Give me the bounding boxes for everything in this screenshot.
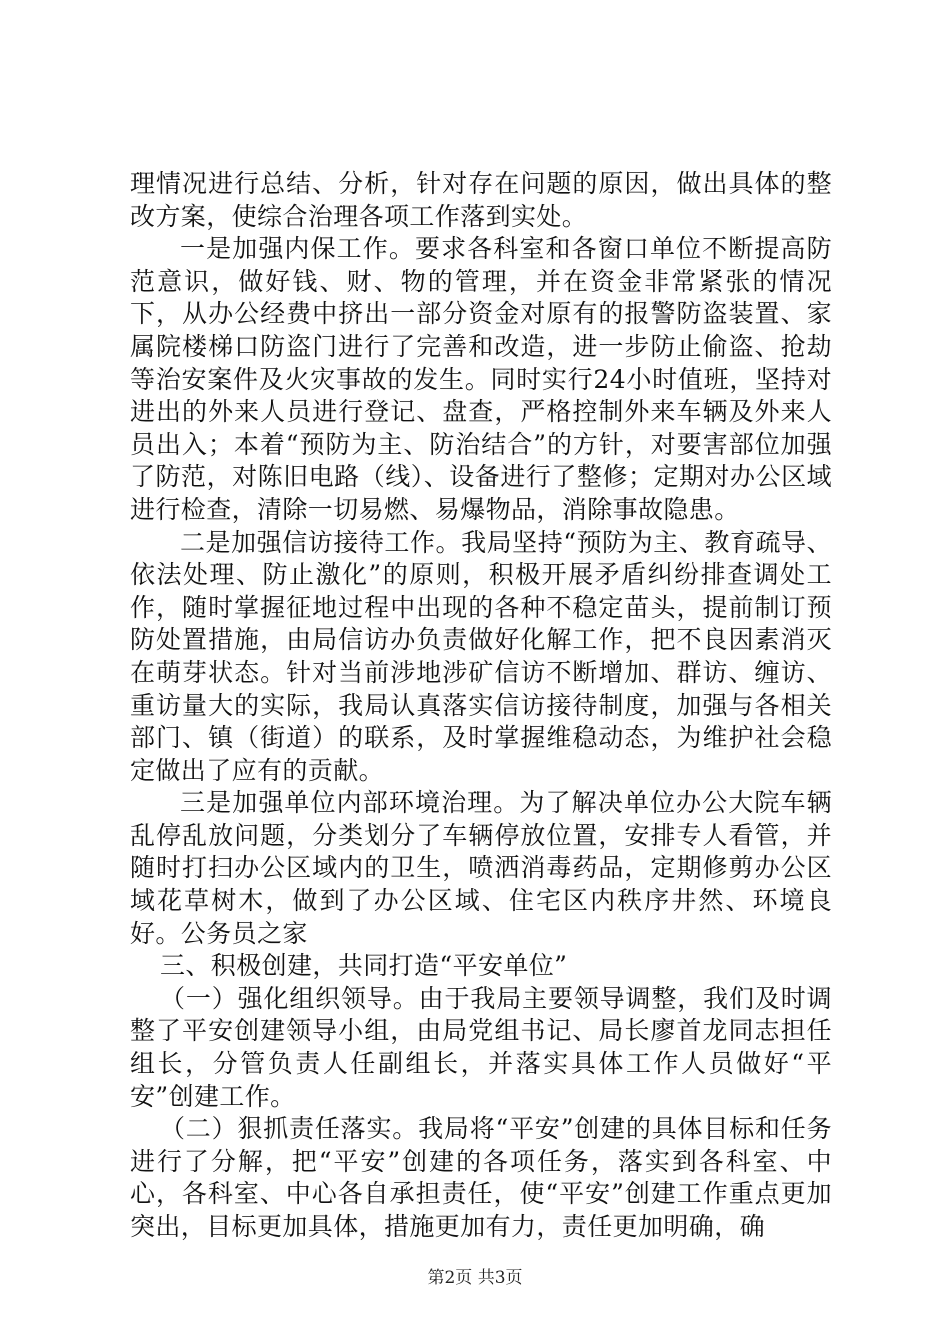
paragraph-organization-leadership: （一）强化组织领导。由于我局主要领导调整，我们及时调整了平安创建领导小组，由局党组书记、局长廖首龙同志担任组长，分管负责人任副组长，并落实具体工作人员做好“平安”创建工作。	[130, 983, 832, 1111]
paragraph-environment-governance: 三是加强单位内部环境治理。为了解决单位办公大院车辆乱停乱放问题，分类划分了车辆停放位置，安排专人看管，并随时打扫办公区域内的卫生，喷洒消毒药品，定期修剪办公区域花草树木，做到了办公区域、住宅区内秩序井然、环境良好。公务员之家	[130, 788, 832, 948]
paragraph-responsibility: （二）狠抓责任落实。我局将“平安”创建的具体目标和任务进行了分解，把“平安”创建的各项任务，落实到各科室、中心，各科室、中心各自承担责任，使“平安”创建工作重点更加突出，目标更加具体，措施更加有力，责任更加明确，确	[130, 1114, 832, 1241]
paragraph-petition-reception: 二是加强信访接待工作。我局坚持“预防为主、教育疏导、依法处理、防止激化”的原则，积极开展矛盾纠纷排查调处工作，随时掌握征地过程中出现的各种不稳定苗头，提前制订预防处置措施，由局信访办负责做好化解工作，把不良因素消灭在萌芽状态。针对当前涉地涉矿信访不断增加、群访、缠访、重访量大的实际，我局认真落实信访接待制度，加强与各相关部门、镇（街道）的联系，及时掌握维稳动态，为维护社会稳定做出了应有的贡献。	[130, 527, 832, 785]
paragraph-internal-security: 一是加强内保工作。要求各科室和各窗口单位不断提高防范意识，做好钱、财、物的管理，并在资金非常紧张的情况下，从办公经费中挤出一部分资金对原有的报警防盗装置、家属院楼梯口防盗门进行了完善和改造，进一步防止偷盗、抢劫等治安案件及火灾事故的发生。同时实行24小时值班，坚持对进出的外来人员进行登记、盘查，严格控制外来车辆及外来人员出入；本着“预防为主、防治结合”的方针，对要害部位加强了防范，对陈旧电路（线）、设备进行了整修；定期对办公区域进行检查，清除一切易燃、易爆物品，消除事故隐患。	[130, 234, 832, 524]
section-heading-safe-unit: 三、积极创建，共同打造“平安单位”	[160, 951, 568, 981]
document-body	[130, 168, 832, 1244]
page-number-footer: 第2页 共3页	[427, 1268, 523, 1288]
paragraph-continuation: 理情况进行总结、分析，针对存在问题的原因，做出具体的整改方案，使综合治理各项工作落到实处。	[130, 169, 832, 231]
